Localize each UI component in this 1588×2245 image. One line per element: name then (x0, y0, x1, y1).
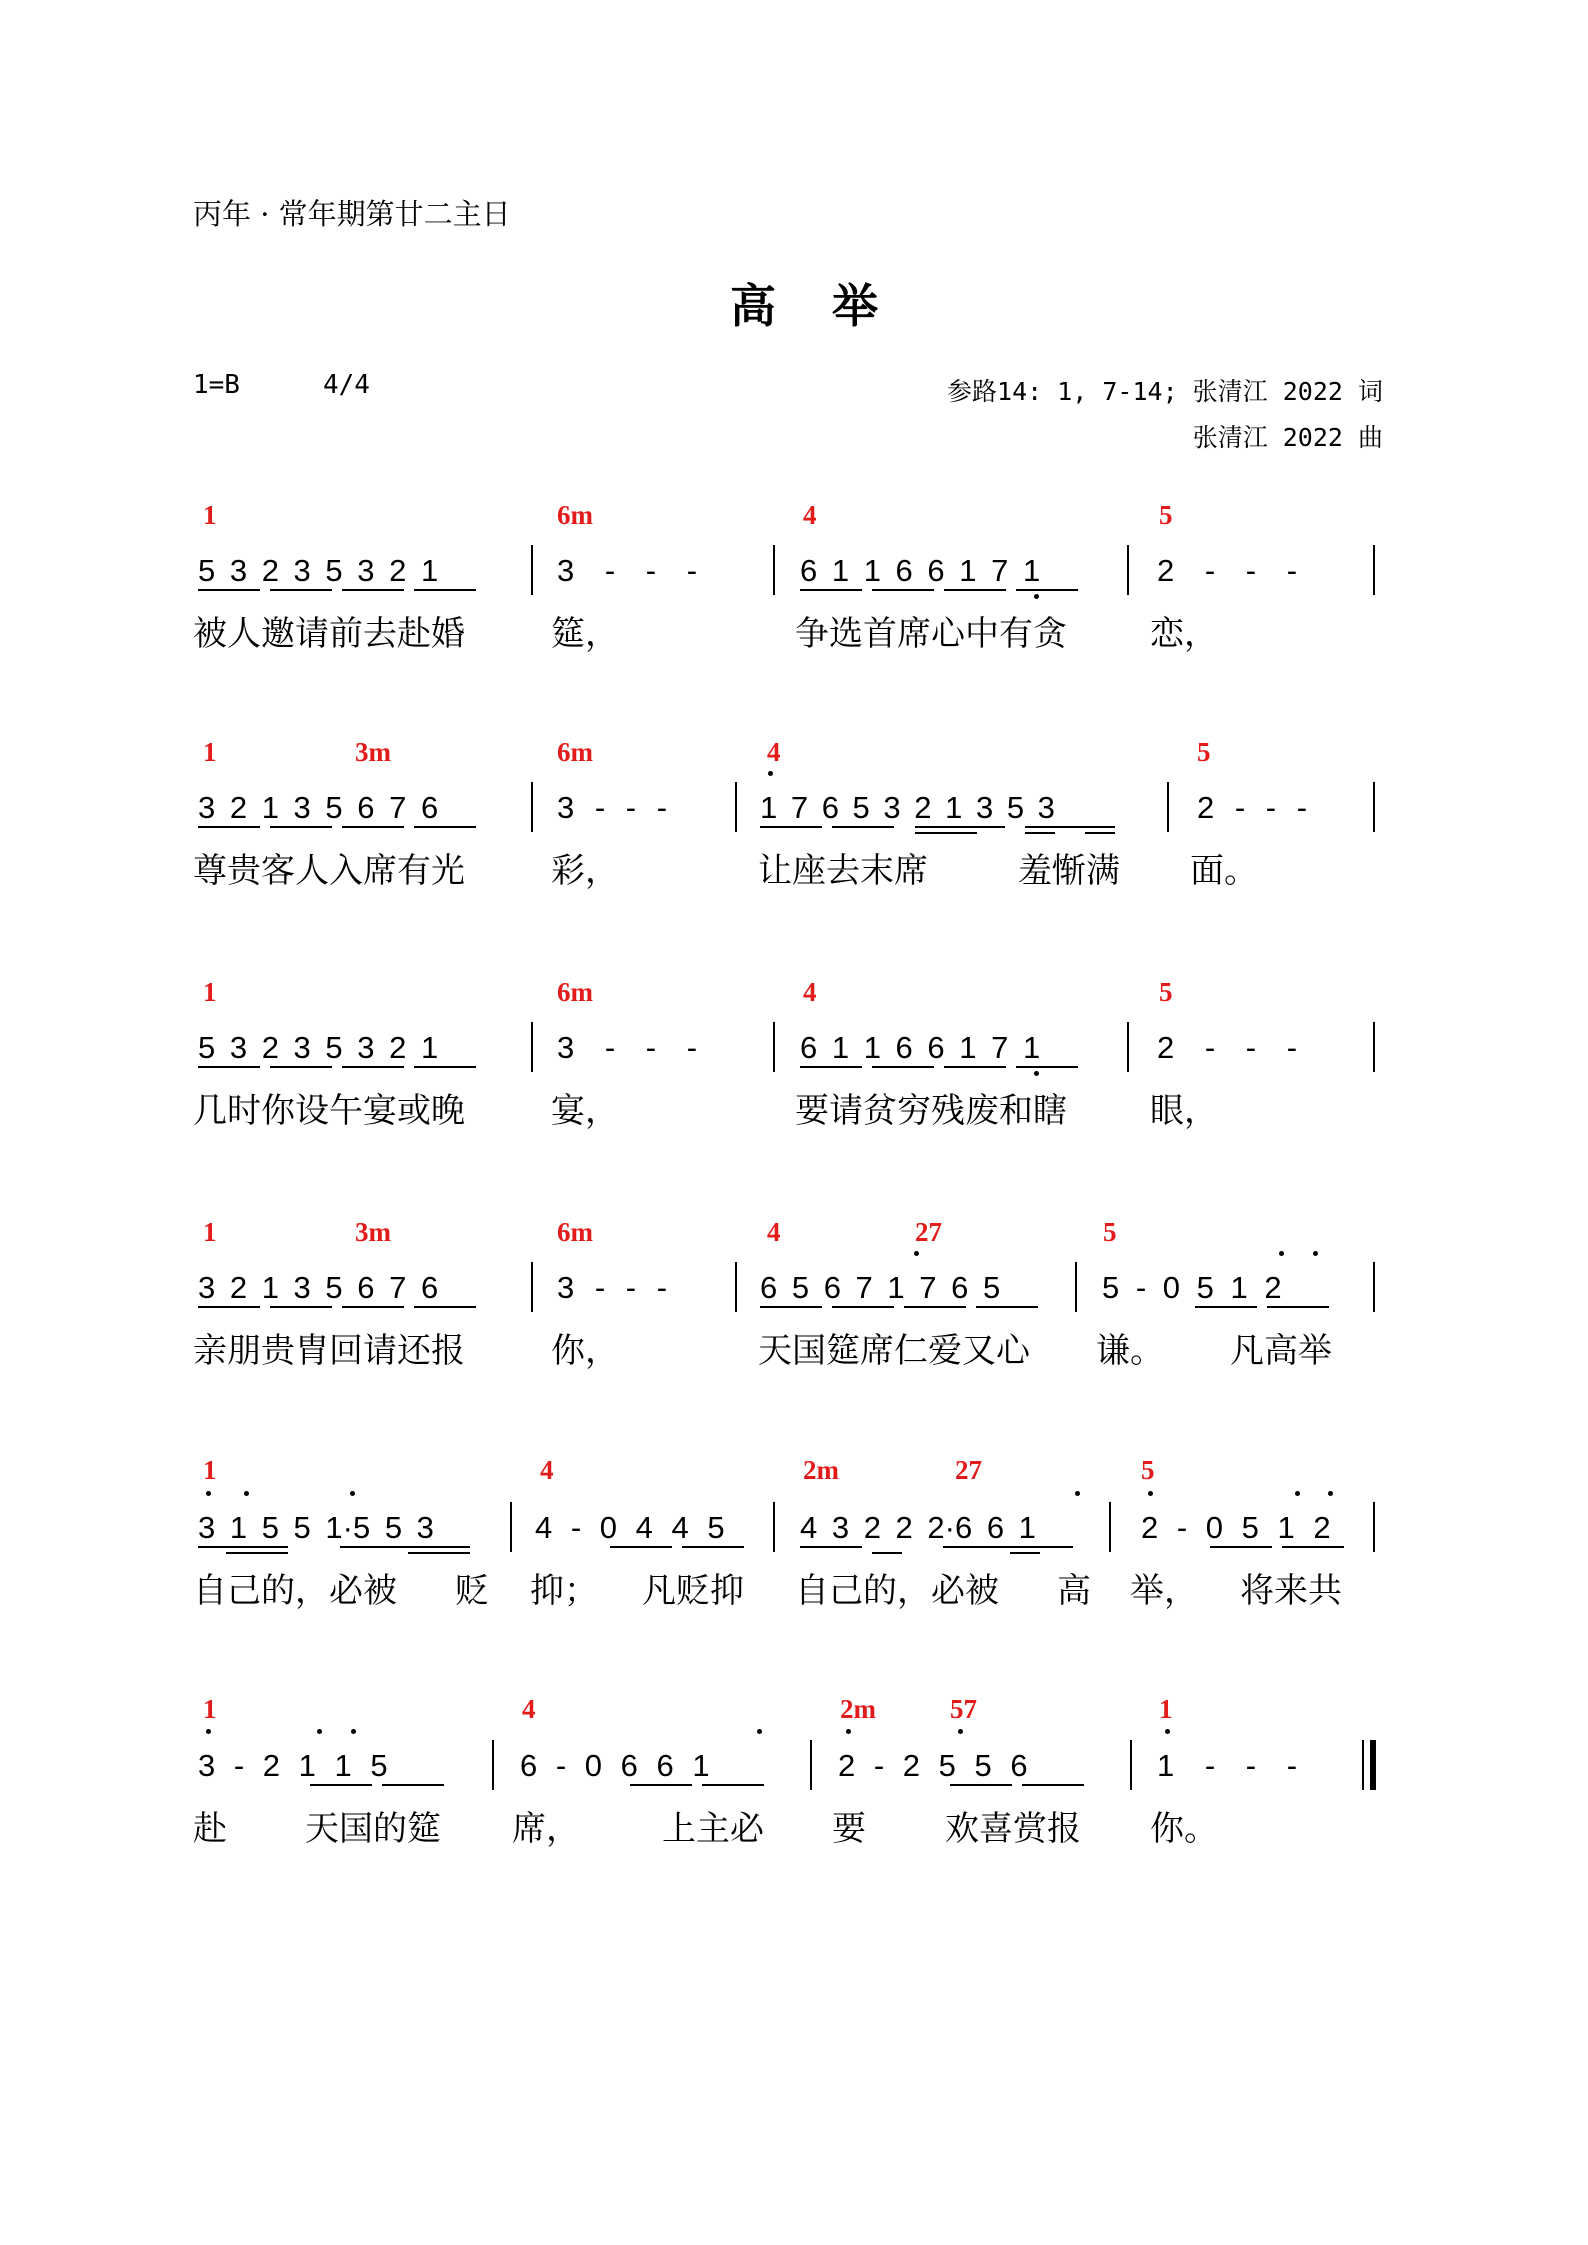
lyric-text: 羞惭满 (1018, 851, 1120, 891)
measure-notes: 4 3 2 2 2·6 6 1 (800, 1510, 1036, 1545)
chord-symbol: 1 (1159, 1694, 1173, 1724)
chord-symbol: 5 (1159, 977, 1173, 1007)
bar-line (1109, 1502, 1111, 1552)
chord-symbol: 1 (203, 1217, 217, 1247)
bar-line (1167, 782, 1169, 832)
lyric-text: 宴， (551, 1091, 619, 1131)
lyric-text: 上主必 (662, 1809, 764, 1849)
chord-symbol: 4 (803, 977, 817, 1007)
bar-line (773, 1022, 775, 1072)
final-double-bar-thick (1370, 1740, 1376, 1790)
chord-symbol: 6m (557, 737, 593, 767)
measure-notes: 6 1 1 6 6 1 7 1 (800, 553, 1041, 588)
chord-symbol: 5 (1197, 737, 1211, 767)
key-signature: 1=B (193, 370, 240, 400)
measure-notes: 6 5 6 7 1 7 6 5 (760, 1270, 1001, 1305)
lyric-text: 争选首席心中有贪 (795, 614, 1067, 654)
bar-line (1373, 545, 1375, 595)
lyric-text: 让座去末席 (758, 851, 928, 891)
measure-notes: 2 - - - (1157, 1030, 1298, 1065)
chord-symbol: 5 (1103, 1217, 1117, 1247)
lyric-text: 举， (1130, 1571, 1198, 1611)
measure-notes: 1 7 6 5 3 2 1 3 5 3 (760, 790, 1055, 825)
measure-notes: 3 - 2 1 1 5 (198, 1748, 388, 1783)
lyric-text: 要请贫穷残废和瞎 (795, 1091, 1067, 1131)
lyric-text: 被人邀请前去赴婚 (193, 614, 465, 654)
lyric-text: 天国筵席仁爱又心 (758, 1331, 1030, 1371)
measure-notes: 3 1 5 5 1·5 5 3 (198, 1510, 434, 1545)
chord-symbol: 1 (203, 500, 217, 530)
measure-notes: 2 - 2 5 5 6 (838, 1748, 1028, 1783)
chord-symbol: 4 (540, 1455, 554, 1485)
chord-symbol: 2m (803, 1455, 839, 1485)
lyric-text: 贬 (455, 1571, 489, 1611)
lyric-text: 谦。 (1096, 1331, 1164, 1371)
chord-symbol: 4 (767, 1217, 781, 1247)
composer-credit: 张清江 2022 曲 (1192, 423, 1383, 452)
chord-symbol: 5 (1159, 500, 1173, 530)
lyric-text: 几时你设午宴或晚 (193, 1091, 465, 1131)
chord-symbol: 1 (203, 737, 217, 767)
lyric-text: 彩， (551, 851, 619, 891)
bar-line (531, 1022, 533, 1072)
measure-notes: 2 - - - (1197, 790, 1308, 825)
measure-notes: 4 - 0 4 4 5 (535, 1510, 725, 1545)
lyric-text: 你。 (1150, 1809, 1218, 1849)
lyric-text: 赴 (193, 1809, 227, 1849)
chord-symbol: 6m (557, 1217, 593, 1247)
chord-symbol: 6m (557, 500, 593, 530)
measure-notes: 5 3 2 3 5 3 2 1 (198, 553, 439, 588)
measure-notes: 1 - - - (1157, 1748, 1298, 1783)
lyric-text: 自己的，必被 (795, 1571, 999, 1611)
lyric-text: 要 (832, 1809, 866, 1849)
bar-line (1075, 1262, 1077, 1312)
chord-symbol: 4 (767, 737, 781, 767)
bar-line (531, 545, 533, 595)
measure-notes: 2 - 0 5 1 2 (1141, 1510, 1331, 1545)
lyric-text: 面。 (1190, 851, 1258, 891)
bar-line (1373, 782, 1375, 832)
final-double-bar-thin (1362, 1740, 1364, 1790)
bar-line (1127, 545, 1129, 595)
chord-symbol: 4 (522, 1694, 536, 1724)
bar-line (531, 1262, 533, 1312)
lyric-text: 尊贵客人入席有光 (193, 851, 465, 891)
lyric-text: 自己的，必被 (193, 1571, 397, 1611)
lyric-text: 欢喜赏报 (945, 1809, 1081, 1849)
measure-notes: 5 3 2 3 5 3 2 1 (198, 1030, 439, 1065)
measure-notes: 6 1 1 6 6 1 7 1 (800, 1030, 1041, 1065)
lyric-text: 凡贬抑 (642, 1571, 744, 1611)
lyric-text: 将来共 (1240, 1571, 1342, 1611)
bar-line (810, 1740, 812, 1790)
lyricist-credit: 参路14: 1, 7-14; 张清江 2022 词 (947, 377, 1383, 406)
chord-symbol: 27 (915, 1217, 942, 1247)
chord-symbol: 27 (955, 1455, 982, 1485)
measure-notes: 3 - - - (557, 1270, 668, 1305)
lyric-text: 高 (1057, 1571, 1091, 1611)
lyric-text: 抑； (530, 1571, 598, 1611)
measure-notes: 3 2 1 3 5 6 7 6 (198, 1270, 439, 1305)
chord-symbol: 1 (203, 1694, 217, 1724)
chord-symbol: 4 (803, 500, 817, 530)
lyric-text: 眼， (1150, 1091, 1218, 1131)
chord-symbol: 5 (1141, 1455, 1155, 1485)
liturgical-occasion: 丙年 · 常年期第廿二主日 (193, 197, 511, 231)
lyric-text: 筵， (551, 614, 619, 654)
measure-notes: 5 - 0 5 1 2 (1102, 1270, 1282, 1305)
measure-notes: 6 - 0 6 6 1 (520, 1748, 710, 1783)
bar-line (773, 1502, 775, 1552)
bar-line (773, 545, 775, 595)
bar-line (1127, 1022, 1129, 1072)
chord-symbol: 2m (840, 1694, 876, 1724)
lyric-text: 席， (512, 1809, 580, 1849)
bar-line (1373, 1262, 1375, 1312)
measure-notes: 3 - - - (557, 1030, 698, 1065)
bar-line (735, 1262, 737, 1312)
lyric-text: 天国的筵 (305, 1809, 441, 1849)
lyric-text: 凡高举 (1230, 1331, 1332, 1371)
measure-notes: 2 - - - (1157, 553, 1298, 588)
lyric-text: 恋， (1150, 614, 1218, 654)
measure-notes: 3 - - - (557, 553, 698, 588)
song-title: 高 举 (730, 279, 899, 333)
bar-line (1373, 1022, 1375, 1072)
chord-symbol: 1 (203, 1455, 217, 1485)
chord-symbol: 1 (203, 977, 217, 1007)
bar-line (492, 1740, 494, 1790)
measure-notes: 3 2 1 3 5 6 7 6 (198, 790, 439, 825)
chord-symbol: 6m (557, 977, 593, 1007)
bar-line (1130, 1740, 1132, 1790)
chord-symbol: 57 (950, 1694, 977, 1724)
bar-line (735, 782, 737, 832)
lyric-text: 亲朋贵胄回请还报 (193, 1331, 465, 1371)
chord-symbol: 3m (355, 1217, 391, 1247)
time-signature: 4/4 (323, 370, 370, 400)
chord-symbol: 3m (355, 737, 391, 767)
lyric-text: 你， (551, 1331, 619, 1371)
bar-line (510, 1502, 512, 1552)
bar-line (1373, 1502, 1375, 1552)
measure-notes: 3 - - - (557, 790, 668, 825)
bar-line (531, 782, 533, 832)
